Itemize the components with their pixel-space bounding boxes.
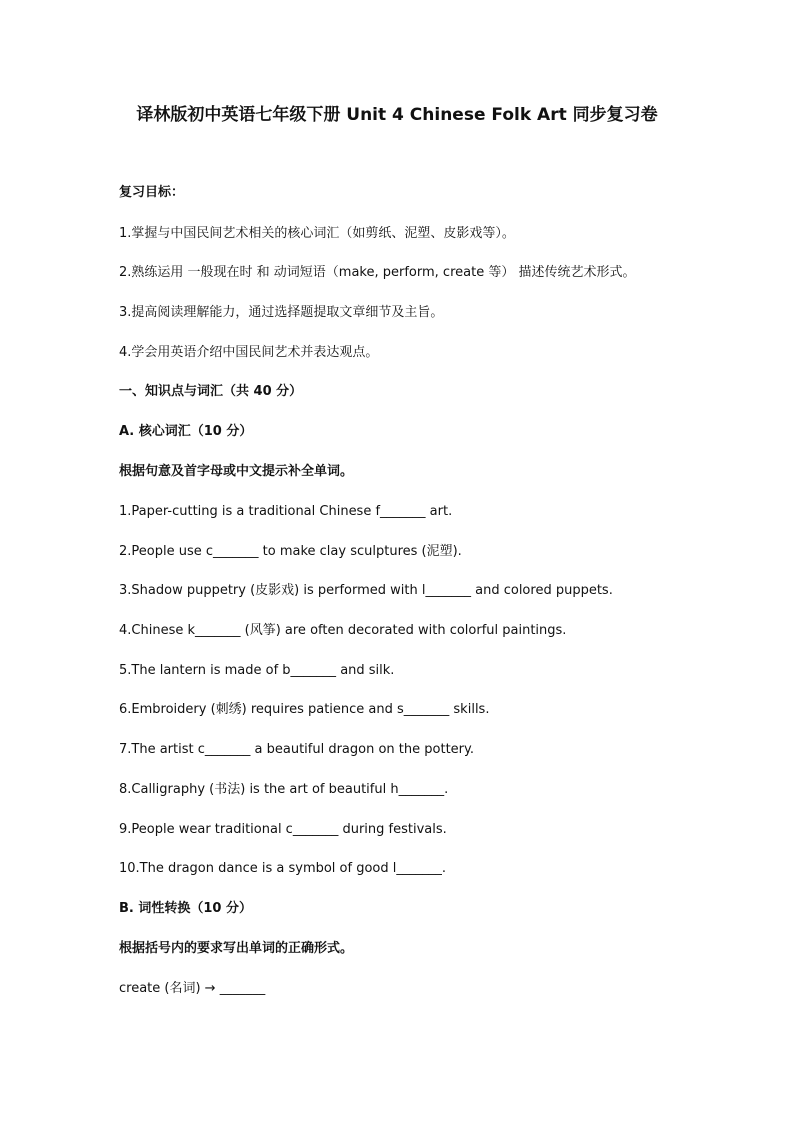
- question-item: 2.People use c_______ to make clay sculptures (泥塑).: [119, 544, 462, 559]
- document-title: 译林版初中英语七年级下册 Unit 4 Chinese Folk Art 同步复习卷: [136, 105, 658, 125]
- goal-item: 2.熟练运用 一般现在时 和 动词短语（make, perform, create 等） 描述传统艺术形式。: [119, 265, 636, 280]
- part-b-instruction: 根据括号内的要求写出单词的正确形式。: [119, 941, 354, 956]
- section-heading: 一、知识点与词汇（共 40 分）: [119, 384, 303, 399]
- part-a-instruction: 根据句意及首字母或中文提示补全单词。: [119, 464, 354, 479]
- question-item: 5.The lantern is made of b_______ and silk.: [119, 663, 395, 678]
- question-item: 4.Chinese k_______ (风筝) are often decorated with colorful paintings.: [119, 623, 567, 638]
- question-item: 9.People wear traditional c_______ during festivals.: [119, 822, 447, 837]
- question-item: 10.The dragon dance is a symbol of good l_______.: [119, 861, 447, 876]
- part-b-heading: B. 词性转换（10 分）: [119, 901, 252, 916]
- question-item: 3.Shadow puppetry (皮影戏) is performed with l_______ and colored puppets.: [119, 583, 613, 598]
- question-item: 8.Calligraphy (书法) is the art of beautiful h_______.: [119, 782, 449, 797]
- goals-heading: 复习目标：: [119, 185, 185, 200]
- question-item: 6.Embroidery (刺绣) requires patience and s_______ skills.: [119, 702, 490, 717]
- question-item: create (名词) → _______: [119, 981, 266, 996]
- goal-item: 3.提高阅读理解能力，通过选择题提取文章细节及主旨。: [119, 305, 444, 320]
- part-a-heading: A. 核心词汇（10 分）: [119, 424, 253, 439]
- goal-item: 1.掌握与中国民间艺术相关的核心词汇（如剪纸、泥塑、皮影戏等）。: [119, 226, 515, 241]
- goal-item: 4.学会用英语介绍中国民间艺术并表达观点。: [119, 345, 379, 360]
- question-item: 1.Paper-cutting is a traditional Chinese f_______ art.: [119, 504, 453, 519]
- question-item: 7.The artist c_______ a beautiful dragon on the pottery.: [119, 742, 474, 757]
